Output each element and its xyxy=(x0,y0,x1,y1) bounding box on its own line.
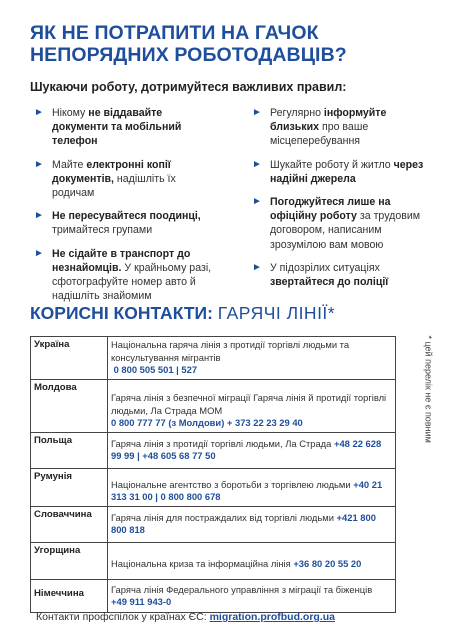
migration-site-link[interactable]: migration.profbud.org.ua xyxy=(209,611,335,623)
contact-cell: Гаряча лінія для постраждалих від торгівлі людьми +421 800 800 818 xyxy=(108,506,396,542)
table-row xyxy=(31,506,396,542)
triangle-bullet-icon: ► xyxy=(34,107,44,118)
contact-cell: Гаряча лінія з безпечної міграції Гаряча лінія й протидії торгівлі людьми, Ла Страда МОМ 0 800 777 77 (з Молдови) + 373 22 23 29 40 xyxy=(108,380,396,433)
rule-item: ► Майте електронні копії документів, надішліть їх родичам xyxy=(34,158,176,200)
phone-number: +421 800 800 818 xyxy=(111,511,376,535)
rules-right-column xyxy=(252,106,432,298)
table-row xyxy=(31,337,396,380)
rule-item: ► Шукайте роботу й житло через надійні джерела xyxy=(252,158,424,185)
country-cell: Україна xyxy=(31,337,108,380)
country-cell: Молдова xyxy=(31,380,108,433)
footer xyxy=(36,611,335,623)
contact-cell: Національне агентство з боротьби з торгівлею людьми +40 21 313 31 00 | 0 800 800 678 xyxy=(108,468,396,506)
triangle-bullet-icon: ► xyxy=(252,261,262,273)
triangle-bullet-icon: ► xyxy=(252,196,262,208)
side-note-text: * цей перелік не є повним xyxy=(423,335,434,443)
rule-item: ► Не пересувайтеся поодинці, тримайтеся групами xyxy=(34,210,201,237)
intro-text: Шукаючи роботу, дотримуйтеся важливих правил: xyxy=(30,80,347,94)
phone-number: 0 800 505 501 | 527 xyxy=(113,364,198,375)
contacts-heading xyxy=(30,302,335,324)
contacts-heading-bold: КОРИСНІ КОНТАКТИ: xyxy=(30,303,213,323)
phone-number: +40 21 313 31 00 | 0 800 800 678 xyxy=(111,478,383,502)
contacts-heading-sub: ГАРЯЧІ ЛІНІЇ* xyxy=(217,303,336,323)
table-row xyxy=(31,380,396,433)
rules-left-column xyxy=(34,106,212,312)
table-row xyxy=(31,579,396,612)
contact-cell: Національна криза та інформаційна лінія +36 80 20 55 20 xyxy=(108,542,396,579)
rule-item: ► У підозрілих ситуаціях звертайтеся до поліції xyxy=(252,261,389,289)
table-row xyxy=(31,468,396,506)
title-line-1: ЯК НЕ ПОТРАПИТИ НА ГАЧОК xyxy=(30,22,319,44)
contact-cell: Гаряча лінія Федерального управління з міграції та біженців +49 911 943-0 xyxy=(108,579,396,612)
triangle-bullet-icon: ► xyxy=(252,107,262,118)
phone-number: 0 800 777 77 (з Молдови) + 373 22 23 29 40 xyxy=(111,417,303,428)
country-cell: Польща xyxy=(31,432,108,468)
table-row xyxy=(31,432,396,468)
triangle-bullet-icon: ► xyxy=(34,247,44,259)
phone-number: +49 911 943-0 xyxy=(111,596,172,607)
rule-item: ► Погоджуйтеся лише на офіційну роботу за трудовим договором, написаним зрозумілою вам мовою xyxy=(252,196,421,251)
triangle-bullet-icon: ► xyxy=(34,210,44,222)
page-title xyxy=(30,22,430,66)
rule-item: ► Нікому не віддавайте документи та мобільний телефон xyxy=(34,107,182,148)
country-cell: Румунія xyxy=(31,468,108,506)
triangle-bullet-icon: ► xyxy=(252,158,262,170)
rule-item: ► Регулярно інформуйте близьких про ваше місцеперебування xyxy=(252,107,387,148)
phone-number: +36 80 20 55 20 xyxy=(293,557,362,569)
phone-number: +48 22 628 99 99 | +48 605 68 77 50 xyxy=(111,437,382,461)
table-row xyxy=(31,542,396,579)
contacts-table xyxy=(30,336,396,613)
contact-cell: Гаряча лінія з протидії торгівлі людьми, Ла Страда +48 22 628 99 99 | +48 605 68 77 50 xyxy=(108,432,396,468)
country-cell: Угорщина xyxy=(31,542,108,579)
title-line-2: НЕПОРЯДНИХ РОБОТОДАВЦІВ? xyxy=(30,44,347,66)
contact-cell: Національна гаряча лінія з протидії торгівлі людьми та консультування мігрантів 0 800 505 501 | 527 xyxy=(108,337,396,380)
footer-text: Контакти профспілок у країнах ЄС: xyxy=(36,611,207,623)
country-cell: Словаччина xyxy=(31,506,108,542)
rule-item: ► Не сідайте в транспорт до незнайомців. У крайньому разі, сфотографуйте номер авто й надішліть знайомим xyxy=(34,247,212,303)
side-note xyxy=(421,335,435,465)
triangle-bullet-icon: ► xyxy=(34,158,44,170)
country-cell: Німеччина xyxy=(31,579,108,612)
